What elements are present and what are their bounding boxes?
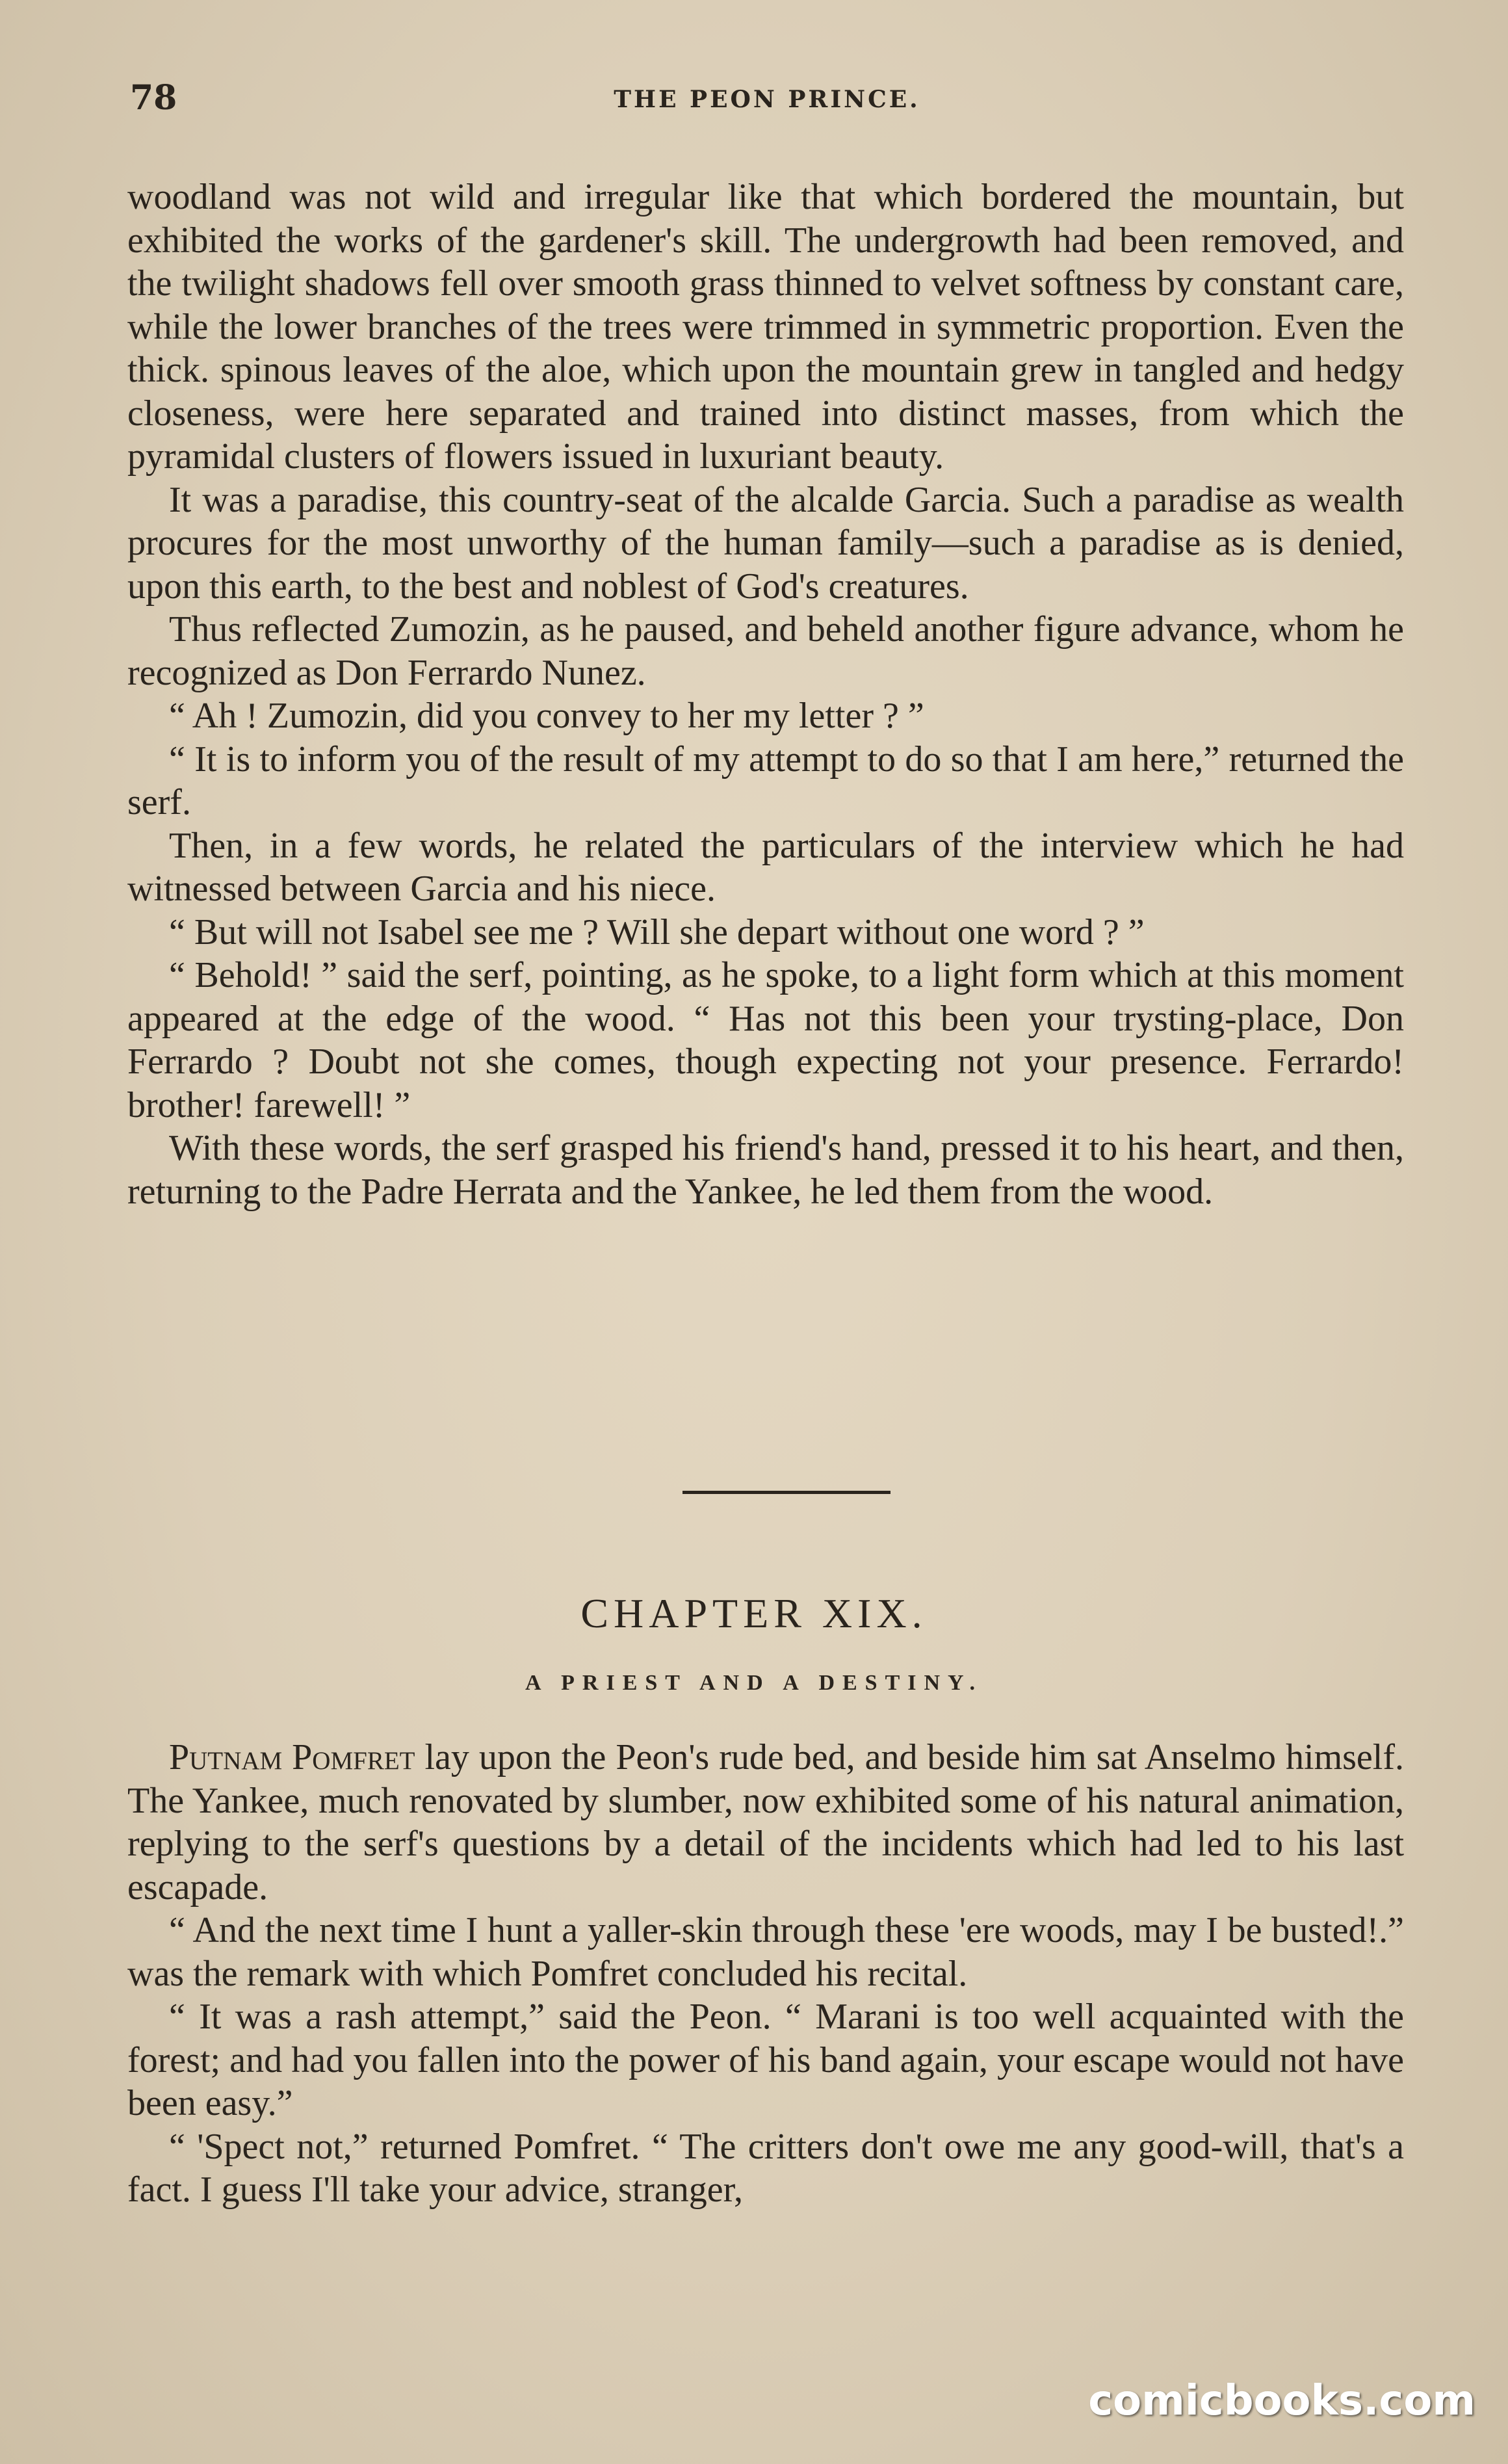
paragraph: “ But will not Isabel see me ? Will she depart without one word ? ” — [169, 911, 1145, 952]
section-divider — [682, 1491, 890, 1494]
paragraph: “ Ah ! Zumozin, did you convey to her my letter ? ” — [169, 696, 924, 736]
paragraph: Thus reflected Zumozin, as he paused, and beheld another figure advance, whom he recognized as Don Ferrardo Nunez. — [127, 609, 1404, 693]
chapter-title: CHAPTER XIX. — [580, 1590, 928, 1636]
paragraph: “ It was a rash attempt,” said the Peon. “ Marani is too well acquainted with the forest; and had you fallen into the power of his band again, your escape would not have been easy.” — [127, 1997, 1404, 2123]
paragraph: “ 'Spect not,” returned Pomfret. “ The critters don't owe me any good-will, that's a fact. I guess I'll take your advice, stranger, — [127, 2126, 1404, 2210]
lead-name: Putnam Pomfret — [169, 1737, 415, 1777]
continuation-text — [127, 176, 1404, 1213]
chapter-text — [127, 1736, 1404, 2212]
paragraph: “ And the next time I hunt a yaller-skin through these 'ere woods, may I be busted!.” was the remark with which Pomfret concluded his recital. — [127, 1910, 1404, 1994]
chapter-opening-paragraph — [127, 1736, 1404, 1909]
running-title: THE PEON PRINCE. — [614, 86, 920, 113]
paragraph: It was a paradise, this country-seat of the alcalde Garcia. Such a paradise as wealth procures for the most unworthy of the human family—such a paradise as is denied, upon this earth, to the best and noblest of God's creatures. — [127, 479, 1404, 607]
paragraph: With these words, the serf grasped his friend's hand, pressed it to his heart, and then, returning to the Padre Herrata and the Yankee, he led them from the wood. — [127, 1128, 1404, 1212]
site-watermark: comicbooks.com — [1088, 2377, 1476, 2425]
paragraph: “ Behold! ” said the serf, pointing, as he spoke, to a light form which at this moment appeared at the edge of the wood. “ Has not this been your trysting-place, Don Ferrardo ? Doubt not she comes, though expecting not your presence. Ferrardo! brother! farewell! ” — [127, 955, 1404, 1125]
paragraph: woodland was not wild and irregular like that which bordered the mountain, but exhibited the works of the gardener's skill. The undergrowth had been removed, and the twilight shadows fell over smooth grass thinned to velvet softness by constant care, while the lower branches of the trees were trimmed in symmetric proportion. Even the thick. spinous leaves of the aloe, which upon the mountain grew in tangled and hedgy closeness, were here separated and trained into distinct masses, from which the pyramidal clusters of flowers issued in luxuriant beauty. — [127, 177, 1404, 477]
lead-rest: lay upon the Peon's rude bed, and beside him sat Anselmo himself. The Yankee, much renovated by slumber, now exhibited some of his natural animation, replying to the serf's questions by a detail of the incidents which had led to his last escapade. — [127, 1737, 1404, 1907]
paragraph: Then, in a few words, he related the particulars of the interview which he had witnessed between Garcia and his niece. — [127, 825, 1404, 909]
chapter-subtitle: A PRIEST AND A DESTINY. — [525, 1671, 983, 1695]
page-header — [130, 78, 1404, 130]
page-number: 78 — [130, 78, 177, 118]
paragraph: “ It is to inform you of the result of my attempt to do so that I am here,” returned the serf. — [127, 739, 1404, 822]
